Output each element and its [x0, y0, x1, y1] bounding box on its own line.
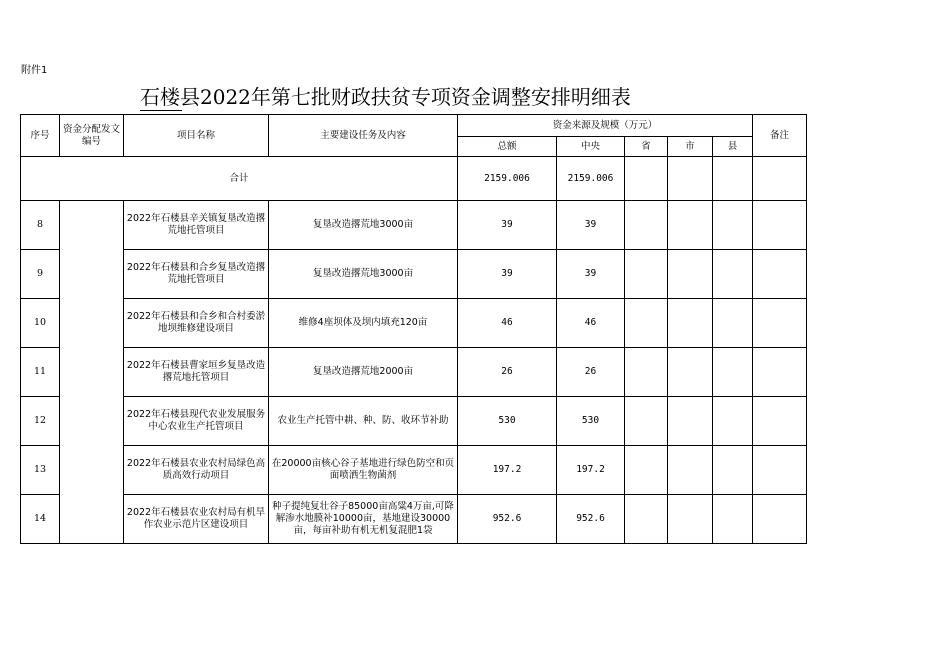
- header-remark: 备注: [753, 115, 807, 157]
- row-seq: 9: [21, 250, 60, 299]
- row-main-task: 种子提纯复壮谷子85000亩高粱4万亩,可降解渗水地膜补10000亩，基地建设30000亩，每亩补助有机无机复混肥1袋: [269, 495, 458, 544]
- total-amount: 2159.006: [458, 157, 557, 201]
- row-city: [668, 299, 713, 348]
- row-remark: [753, 446, 807, 495]
- row-seq: 8: [21, 201, 60, 250]
- row-seq: 14: [21, 495, 60, 544]
- table-row: [21, 250, 807, 299]
- row-project-name: 2022年石楼县农业农村局有机旱作农业示范片区建设项目: [124, 495, 269, 544]
- row-county: [713, 397, 753, 446]
- row-county: [713, 348, 753, 397]
- row-main-task: 维修4座坝体及坝内填充120亩: [269, 299, 458, 348]
- row-central: 39: [557, 201, 625, 250]
- table-row: [21, 446, 807, 495]
- row-central: 952.6: [557, 495, 625, 544]
- row-remark: [753, 495, 807, 544]
- header-city: 市: [668, 137, 713, 157]
- header-doc-no: 资金分配发文编号: [60, 115, 124, 157]
- row-remark: [753, 397, 807, 446]
- row-total: 46: [458, 299, 557, 348]
- table-row: [21, 397, 807, 446]
- total-remark: [753, 157, 807, 201]
- row-province: [625, 446, 668, 495]
- row-province: [625, 201, 668, 250]
- row-total: 530: [458, 397, 557, 446]
- title-underline: [140, 110, 182, 111]
- header-fund-source: 资金来源及规模（万元）: [458, 115, 753, 137]
- row-project-name: 2022年石楼县和合乡和合村委淤地坝维修建设项目: [124, 299, 269, 348]
- table-row: [21, 201, 807, 250]
- row-central: 530: [557, 397, 625, 446]
- row-central: 46: [557, 299, 625, 348]
- row-main-task: 在20000亩核心谷子基地进行绿色防空和页面喷洒生物菌剂: [269, 446, 458, 495]
- row-city: [668, 201, 713, 250]
- row-remark: [753, 250, 807, 299]
- table-row: [21, 495, 807, 544]
- page-title: 石楼县2022年第七批财政扶贫专项资金调整安排明细表: [140, 85, 631, 109]
- row-central: 39: [557, 250, 625, 299]
- row-project-name: 2022年石楼县曹家垣乡复垦改造撂荒地托管项目: [124, 348, 269, 397]
- row-total: 39: [458, 201, 557, 250]
- total-row: [21, 157, 807, 201]
- row-main-task: 复垦改造撂荒地3000亩: [269, 250, 458, 299]
- doc-no-cell: [60, 201, 124, 544]
- total-province: [625, 157, 668, 201]
- row-province: [625, 250, 668, 299]
- row-county: [713, 250, 753, 299]
- row-total: 952.6: [458, 495, 557, 544]
- row-remark: [753, 299, 807, 348]
- fund-allocation-table: [20, 114, 807, 544]
- row-city: [668, 348, 713, 397]
- row-total: 39: [458, 250, 557, 299]
- row-province: [625, 495, 668, 544]
- row-project-name: 2022年石楼县和合乡复垦改造撂荒地托管项目: [124, 250, 269, 299]
- row-province: [625, 348, 668, 397]
- table-row: [21, 299, 807, 348]
- row-seq: 12: [21, 397, 60, 446]
- row-total: 26: [458, 348, 557, 397]
- header-project-name: 项目名称: [124, 115, 269, 157]
- row-city: [668, 397, 713, 446]
- row-province: [625, 397, 668, 446]
- header-row-1: [21, 115, 807, 137]
- header-main-task: 主要建设任务及内容: [269, 115, 458, 157]
- row-city: [668, 446, 713, 495]
- header-province: 省: [625, 137, 668, 157]
- row-county: [713, 446, 753, 495]
- row-main-task: 复垦改造撂荒地2000亩: [269, 348, 458, 397]
- total-central: 2159.006: [557, 157, 625, 201]
- row-main-task: 复垦改造撂荒地3000亩: [269, 201, 458, 250]
- row-city: [668, 250, 713, 299]
- table-row: [21, 348, 807, 397]
- row-province: [625, 299, 668, 348]
- attachment-label: 附件1: [21, 65, 48, 76]
- total-label: 合计: [21, 157, 458, 201]
- row-county: [713, 201, 753, 250]
- row-main-task: 农业生产托管中耕、种、防、收环节补助: [269, 397, 458, 446]
- header-total: 总额: [458, 137, 557, 157]
- row-remark: [753, 201, 807, 250]
- row-project-name: 2022年石楼县农业农村局绿色高质高效行动项目: [124, 446, 269, 495]
- row-remark: [753, 348, 807, 397]
- row-city: [668, 495, 713, 544]
- row-project-name: 2022年石楼县现代农业发展服务中心农业生产托管项目: [124, 397, 269, 446]
- header-seq: 序号: [21, 115, 60, 157]
- row-seq: 13: [21, 446, 60, 495]
- row-seq: 11: [21, 348, 60, 397]
- header-central: 中央: [557, 137, 625, 157]
- total-city: [668, 157, 713, 201]
- row-central: 197.2: [557, 446, 625, 495]
- row-seq: 10: [21, 299, 60, 348]
- row-project-name: 2022年石楼县辛关镇复垦改造撂荒地托管项目: [124, 201, 269, 250]
- header-county: 县: [713, 137, 753, 157]
- row-county: [713, 299, 753, 348]
- row-total: 197.2: [458, 446, 557, 495]
- row-central: 26: [557, 348, 625, 397]
- row-county: [713, 495, 753, 544]
- total-county: [713, 157, 753, 201]
